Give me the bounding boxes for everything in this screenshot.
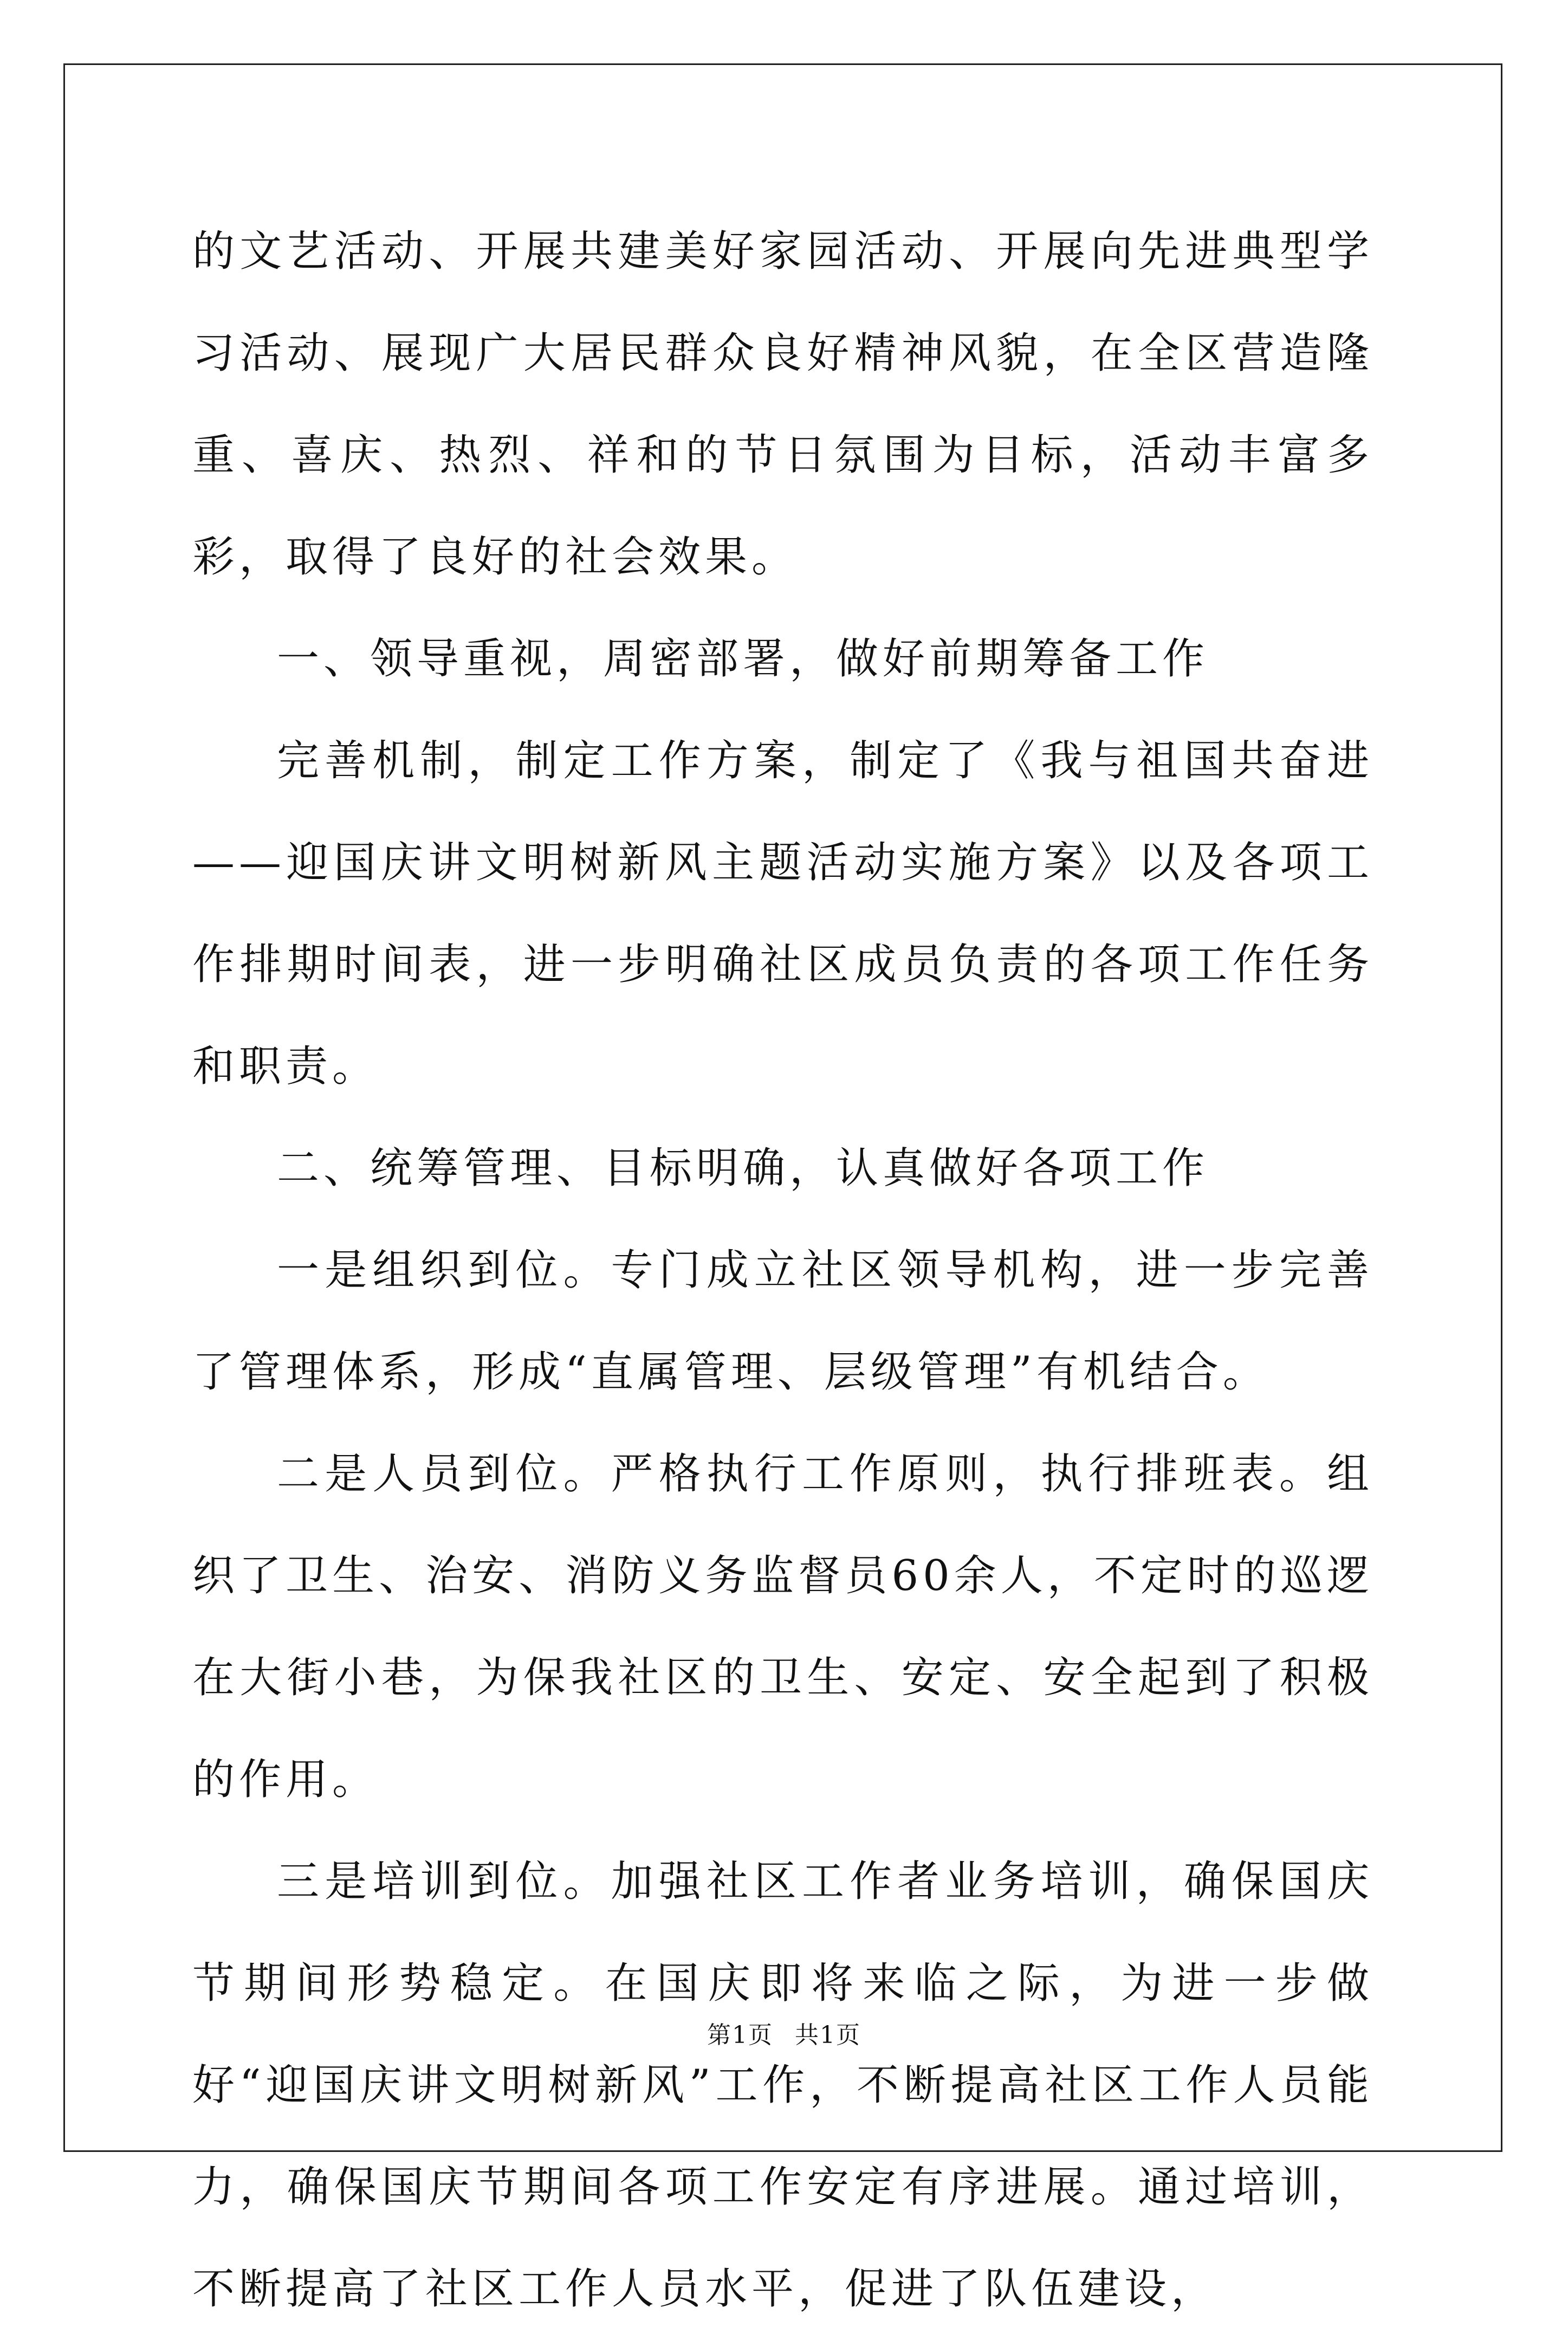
paragraph-training: 三是培训到位。加强社区工作者业务培训，确保国庆节期间形势稳定。在国庆即将来临之际，为进一步做好“迎国庆讲文明树新风”工作，不断提高社区工作人员能力，确保国庆节期间各项工作安定有序进展。通过培训，不断提高了社区工作人员水平，促进了队伍建设， <box>192 1857 1373 2313</box>
page-footer <box>0 2020 1568 2051</box>
paragraph-organization: 一是组织到位。专门成立社区领导机构，进一步完善了管理体系，形成“直属管理、层级管理”有机结合。 <box>192 1246 1373 1397</box>
page-number-total: 共1页 <box>795 2021 861 2049</box>
section-heading-1: 一、领导重视，周密部署，做好前期筹备工作 <box>277 635 1209 683</box>
page-number-current: 第1页 <box>707 2021 773 2049</box>
paragraph-intro-continuation: 的文艺活动、开展共建美好家园活动、开展向先进典型学习活动、展现广大居民群众良好精神风貌，在全区营造隆重、喜庆、热烈、祥和的节日氛围为目标，活动丰富多彩，取得了良好的社会效果。 <box>192 227 1373 581</box>
document-body <box>192 201 1373 2340</box>
section-heading-2: 二、统筹管理、目标明确，认真做好各项工作 <box>277 1144 1209 1193</box>
paragraph-personnel: 二是人员到位。严格执行工作原则，执行排班表。组织了卫生、治安、消防义务监督员60余人，不定时的巡逻在大街小巷，为保我社区的卫生、安定、安全起到了积极的作用。 <box>192 1450 1373 1804</box>
paragraph-mechanism: 完善机制，制定工作方案，制定了《我与祖国共奋进——迎国庆讲文明树新风主题活动实施方案》以及各项工作排期时间表，进一步明确社区成员负责的各项工作任务和职责。 <box>192 736 1373 1091</box>
